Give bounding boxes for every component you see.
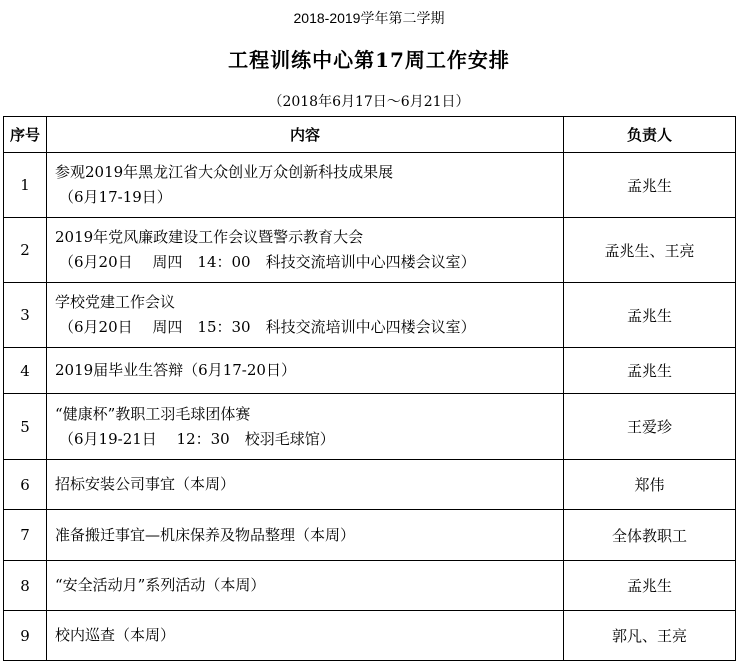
row-owner: 孟兆生 (564, 348, 736, 394)
row-number: 3 (4, 283, 47, 348)
row-owner: 孟兆生 (564, 561, 736, 611)
row-content-line1: 校内巡查（本周） (55, 626, 176, 644)
row-owner: 王爱珍 (564, 394, 736, 460)
row-owner: 孟兆生 (564, 153, 736, 218)
row-content (47, 394, 564, 460)
row-content-line1: 准备搬迁事宜—机床保养及物品整理（本周） (55, 525, 356, 544)
table-row (4, 283, 736, 348)
row-content-line1: 2019届毕业生答辩（6月17-20日） (55, 361, 296, 379)
row-content-line2: （6月20日 周四 15：30 科技交流培训中心四楼会议室） (59, 318, 476, 336)
table-row (4, 611, 736, 661)
table-row (4, 510, 736, 561)
row-number: 8 (4, 561, 47, 611)
row-content-line2: （6月17-19日） (59, 188, 172, 206)
row-content-line2: （6月20日 周四 14：00 科技交流培训中心四楼会议室） (59, 253, 476, 271)
row-number: 2 (4, 218, 47, 283)
row-content (47, 283, 564, 348)
column-header-number: 序号 (4, 117, 47, 153)
row-content-line1: 招标安装公司事宜（本周） (55, 475, 236, 493)
table-row (4, 561, 736, 611)
row-owner: 郑伟 (564, 460, 736, 510)
page-title: 工程训练中心第17周工作安排 (228, 48, 510, 72)
table-row (4, 348, 736, 394)
row-number: 1 (4, 153, 47, 218)
row-owner: 孟兆生 (564, 283, 736, 348)
row-owner: 郭凡、王亮 (564, 611, 736, 661)
row-number: 7 (4, 510, 47, 561)
row-content (47, 153, 564, 218)
row-content-line1: 参观2019年黑龙江省大众创业万众创新科技成果展 (55, 163, 394, 181)
schedule-table (3, 116, 736, 661)
row-content (47, 510, 564, 561)
row-number: 9 (4, 611, 47, 661)
row-owner: 孟兆生、王亮 (564, 218, 736, 283)
table-header-row (4, 117, 736, 153)
row-content-line1: “安全活动月”系列活动（本周） (55, 576, 266, 594)
row-content-line1: 2019年党风廉政建设工作会议暨警示教育大会 (55, 228, 364, 246)
table-row (4, 460, 736, 510)
row-number: 6 (4, 460, 47, 510)
column-header-owner: 负责人 (564, 117, 736, 153)
row-owner: 全体教职工 (564, 510, 736, 561)
date-range: （2018年6月17日～6月21日） (268, 94, 470, 110)
row-content (47, 218, 564, 283)
row-content (47, 348, 564, 394)
row-content-line1: 学校党建工作会议 (55, 293, 176, 311)
semester-label: 2018-2019学年第二学期 (293, 10, 445, 26)
row-content (47, 611, 564, 661)
row-content (47, 561, 564, 611)
row-content-line1: “健康杯”教职工羽毛球团体赛 (55, 404, 251, 423)
table-row (4, 394, 736, 460)
column-header-content: 内容 (47, 117, 564, 153)
row-number: 5 (4, 394, 47, 460)
table-row (4, 153, 736, 218)
row-content (47, 460, 564, 510)
row-number: 4 (4, 348, 47, 394)
row-content-line2: （6月19-21日 12：30 校羽毛球馆） (59, 429, 335, 448)
table-row (4, 218, 736, 283)
